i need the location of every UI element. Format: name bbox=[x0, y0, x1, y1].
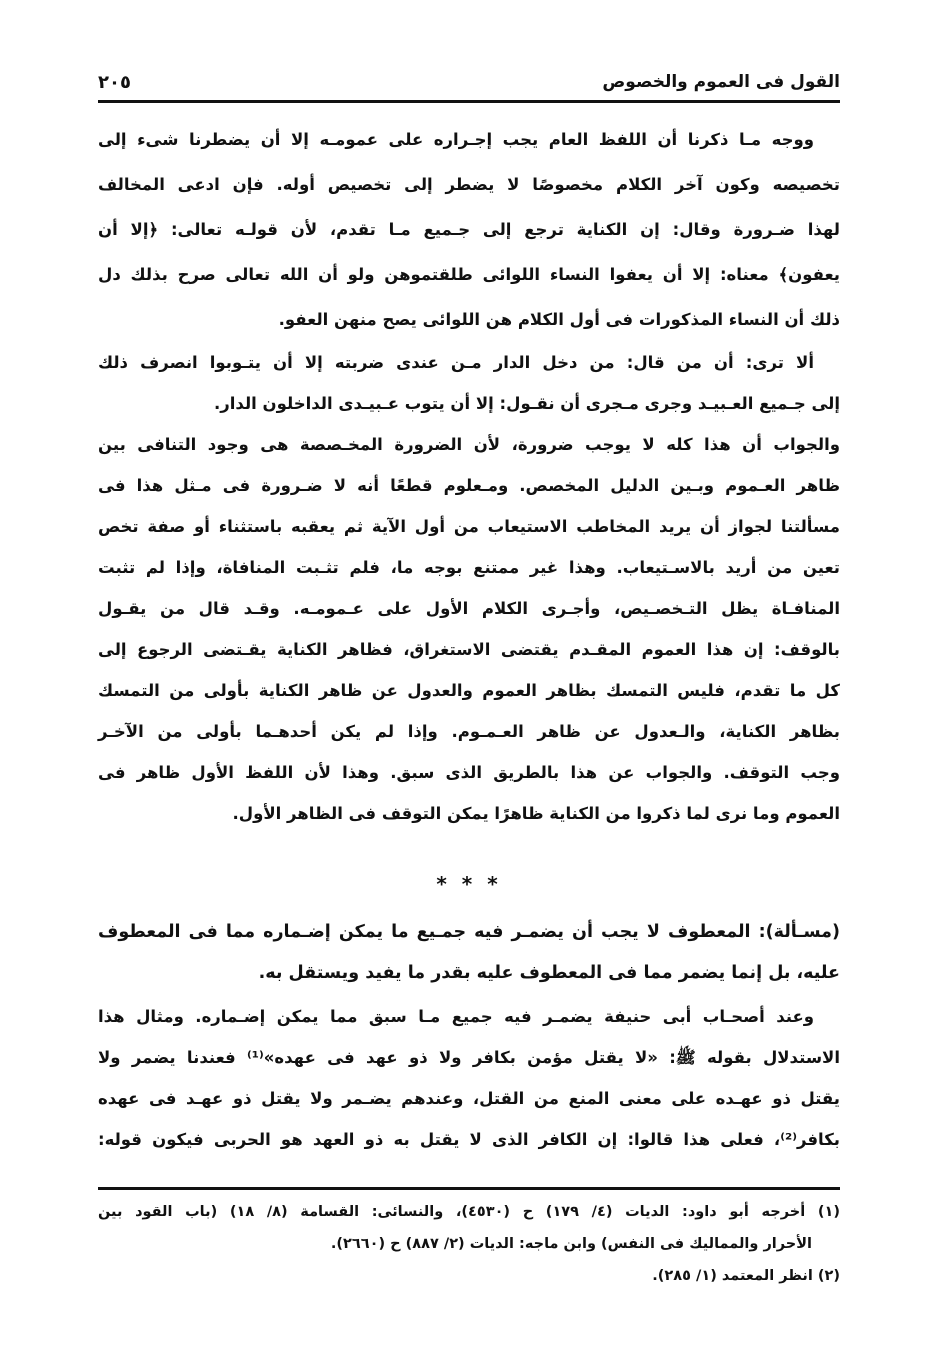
text-line: مسألتنا لجواز أن يريد المخاطب الاستيعاب من أول الآية ثم يعقبه باستثناء أو صفة تخص bbox=[98, 517, 840, 536]
paragraph-2 bbox=[98, 342, 840, 424]
text-line: والجواب أن هذا كله لا يوجب ضرورة، لأن الضرورة المخـصصة هى وجود التنافى بين bbox=[98, 435, 840, 454]
page-header bbox=[98, 72, 840, 102]
page-number: ٢٠٥ bbox=[98, 72, 131, 93]
text-line: ذلك أن النساء المذكورات فى أول الكلام هن اللوائى يصح منهن العفو. bbox=[278, 310, 840, 329]
paragraph-3 bbox=[98, 424, 840, 834]
text-line: إلى جـميع العـبيـد وجرى مـجرى أن نقـول: إلا أن يتوب عـبيـدى الداخلون الدار. bbox=[213, 394, 840, 413]
footnote-line: (١) أخرجه أبو داود: الديات (٤/ ١٧٩) ح (٤٥٣٠)، والنسائى: القسامة (٨/ ١٨) (باب القود بين bbox=[98, 1204, 840, 1220]
section-separator: * * * bbox=[436, 872, 502, 896]
text-line: ألا ترى: أن من قال: من دخل الدار مـن عندى ضربته إلا أن يتـوبوا انصرف ذلك bbox=[98, 353, 814, 372]
masala-heading bbox=[98, 912, 840, 994]
text-line: وعند أصحـاب أبى حنيفة يضمـر فيه جميع مـا سبق مما يمكن إضـماره. ومثال هذا bbox=[98, 1007, 814, 1026]
text-line: بالوقف: إن هذا العموم المقـدم يقتضى الاستغراق، فظاهر الكناية يقـتضى الرجوع إلى bbox=[98, 640, 840, 659]
text-line: تخصيصه وكون آخر الكلام مخصوصًا لا يضطر إلى تخصيص أوله. فإن ادعى المخالف bbox=[98, 175, 840, 194]
text-line: (مسـألة): المعطوف لا يجب أن يضمـر فيه جمـيع ما يمكن إضـماره مما فى المعطوف bbox=[98, 922, 840, 942]
body-text bbox=[98, 117, 840, 834]
text-line: يقتل ذو عهـده على معنى المنع من القتل، وعندهم يضـمر ولا يقتل ذو عهـد فى عهده bbox=[98, 1089, 840, 1108]
text-line: العموم وما نرى لما ذكروا من الكناية ظاهرًا يمكن التوقف فى الظاهر الأول. bbox=[232, 804, 840, 823]
text-line: يعفون﴾ معناه: إلا أن يعفوا النساء اللوائى طلقتموهن ولو أن الله تعالى صرح بذلك دل bbox=[98, 265, 840, 284]
footnote-line: (٢) انظر المعتمد (١/ ٢٨٥). bbox=[652, 1268, 840, 1284]
text-line: عليه، بل إنما يضمر مما فى المعطوف عليه بقدر ما يفيد ويستقل به. bbox=[258, 963, 840, 983]
text-line: بظاهر الكناية، والـعدول عن ظاهر العـمـوم. وإذا لم يكن أحدهـما بأولى من الآخـر bbox=[98, 722, 840, 741]
text-line: ظاهر العـموم وبـين الدليل المخصص. ومـعلوم قطعًا أنه لا ضـرورة فى مـثل هذا فى bbox=[98, 476, 840, 495]
text-line: الاستدلال بقوله ﷺ: «لا يقتل مؤمن بكافر ولا ذو عهد فى عهده»⁽¹⁾ فعندنا يضمر ولا bbox=[98, 1048, 840, 1067]
text-line: لهذا ضـرورة وقال: إن الكناية ترجع إلى جـميع مـا تقدم، لأن قولـه تعالى: ﴿إلا أن bbox=[98, 220, 840, 239]
text-line: كل ما تقدم، فليس التمسك بظاهر العموم والعدول عن ظاهر الكناية بأولى من التمسك bbox=[98, 681, 840, 700]
text-line: وجب التوقف. والجواب عن هذا بالطريق الذى سبق. وهذا لأن اللفظ الأول ظاهر فى bbox=[98, 763, 840, 782]
footnotes bbox=[98, 1196, 840, 1292]
footnote-line: الأحرار والمماليك فى النفس) وابن ماجه: الديات (٢/ ٨٨٧) ح (٢٦٦٠). bbox=[330, 1236, 812, 1252]
text-line: بكافر⁽²⁾، فعلى هذا قالوا: إن الكافر الذى لا يقتل به ذو العهد هو الحربى فيكون قوله: bbox=[98, 1130, 840, 1149]
header-rule bbox=[98, 100, 840, 103]
footnote-rule bbox=[98, 1187, 840, 1190]
text-line: تعين من أريد بالاسـتيعاب. وهذا غير ممتنع بوجه ما، فلم تثـبت المنافاة، وإذا لم تثبت bbox=[98, 558, 840, 577]
text-line: ووجه مـا ذكرنا أن اللفظ العام يجب إجـراره على عمومـه إلا أن يضطرنا شىء إلى bbox=[98, 130, 814, 149]
paragraph-1 bbox=[98, 117, 840, 342]
text-line: المنافـاة يظل التـخصـيص، وأجـرى الكلام الأول على عـمومـه. وقـد قال من يقـول bbox=[98, 599, 840, 618]
running-title: القول فى العموم والخصوص bbox=[602, 72, 840, 92]
paragraph-4 bbox=[98, 996, 840, 1160]
